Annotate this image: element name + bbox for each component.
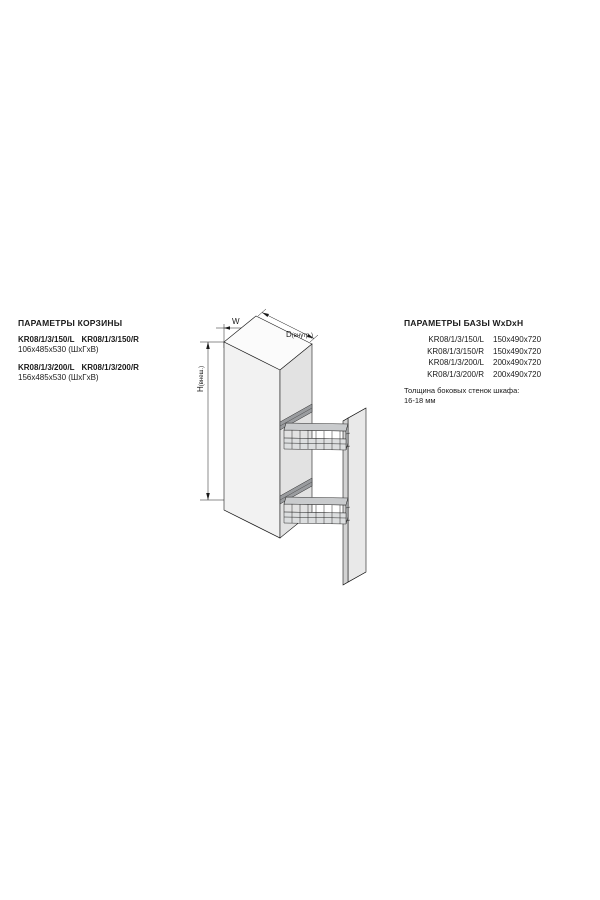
base-note	[404, 386, 594, 406]
basket-parameters-title: ПАРАМЕТРЫ КОРЗИНЫ	[18, 318, 123, 328]
base-parameters-title	[404, 318, 594, 328]
base-row-code: KR08/1/3/200/L	[428, 358, 484, 367]
basket-dims: 106х485х530 (ШхГхВ)	[18, 345, 99, 354]
basket-code-right: KR08/1/3/150/R	[81, 335, 139, 344]
dimension-label-w: W	[232, 317, 240, 326]
cabinet-pullout-drawing	[180, 300, 430, 600]
base-note-line-2: 16-18 мм	[404, 396, 436, 405]
base-row-code: KR08/1/3/150/L	[428, 335, 484, 344]
base-row-value: 150х490х720	[493, 335, 542, 344]
base-row	[404, 346, 594, 358]
dimension-label-d-sub: (внутр.)	[291, 333, 314, 339]
basket-code-right: KR08/1/3/200/R	[81, 363, 139, 372]
base-row-code: KR08/1/3/200/R	[427, 369, 484, 379]
basket-code-left: KR08/1/3/200/L	[18, 363, 75, 372]
dimension-label-h-text: H	[196, 386, 205, 392]
base-row-value: 150х490х720	[493, 346, 542, 356]
dimension-label-h	[196, 366, 205, 392]
dimension-label-d	[286, 330, 313, 339]
base-row	[404, 369, 594, 381]
basket-code-left: KR08/1/3/150/L	[18, 335, 75, 344]
base-parameters-title-text: ПАРАМЕТРЫ БАЗЫ	[404, 318, 490, 328]
base-parameters-block	[404, 318, 594, 406]
base-row-value: 200х490х720	[493, 369, 542, 379]
basket-dims: 156х485х530 (ШхГхВ)	[18, 373, 99, 382]
base-parameters-title-suffix: WxDxH	[492, 318, 524, 328]
base-note-line-1: Толщина боковых стенок шкафа:	[404, 386, 520, 395]
dimension-label-d-text: D	[286, 330, 292, 339]
dimension-label-h-sub: (внеш.)	[199, 365, 205, 387]
base-row	[404, 357, 594, 369]
base-row-value: 200х490х720	[493, 358, 542, 367]
base-row-code: KR08/1/3/150/R	[427, 346, 484, 356]
base-row	[404, 334, 594, 346]
